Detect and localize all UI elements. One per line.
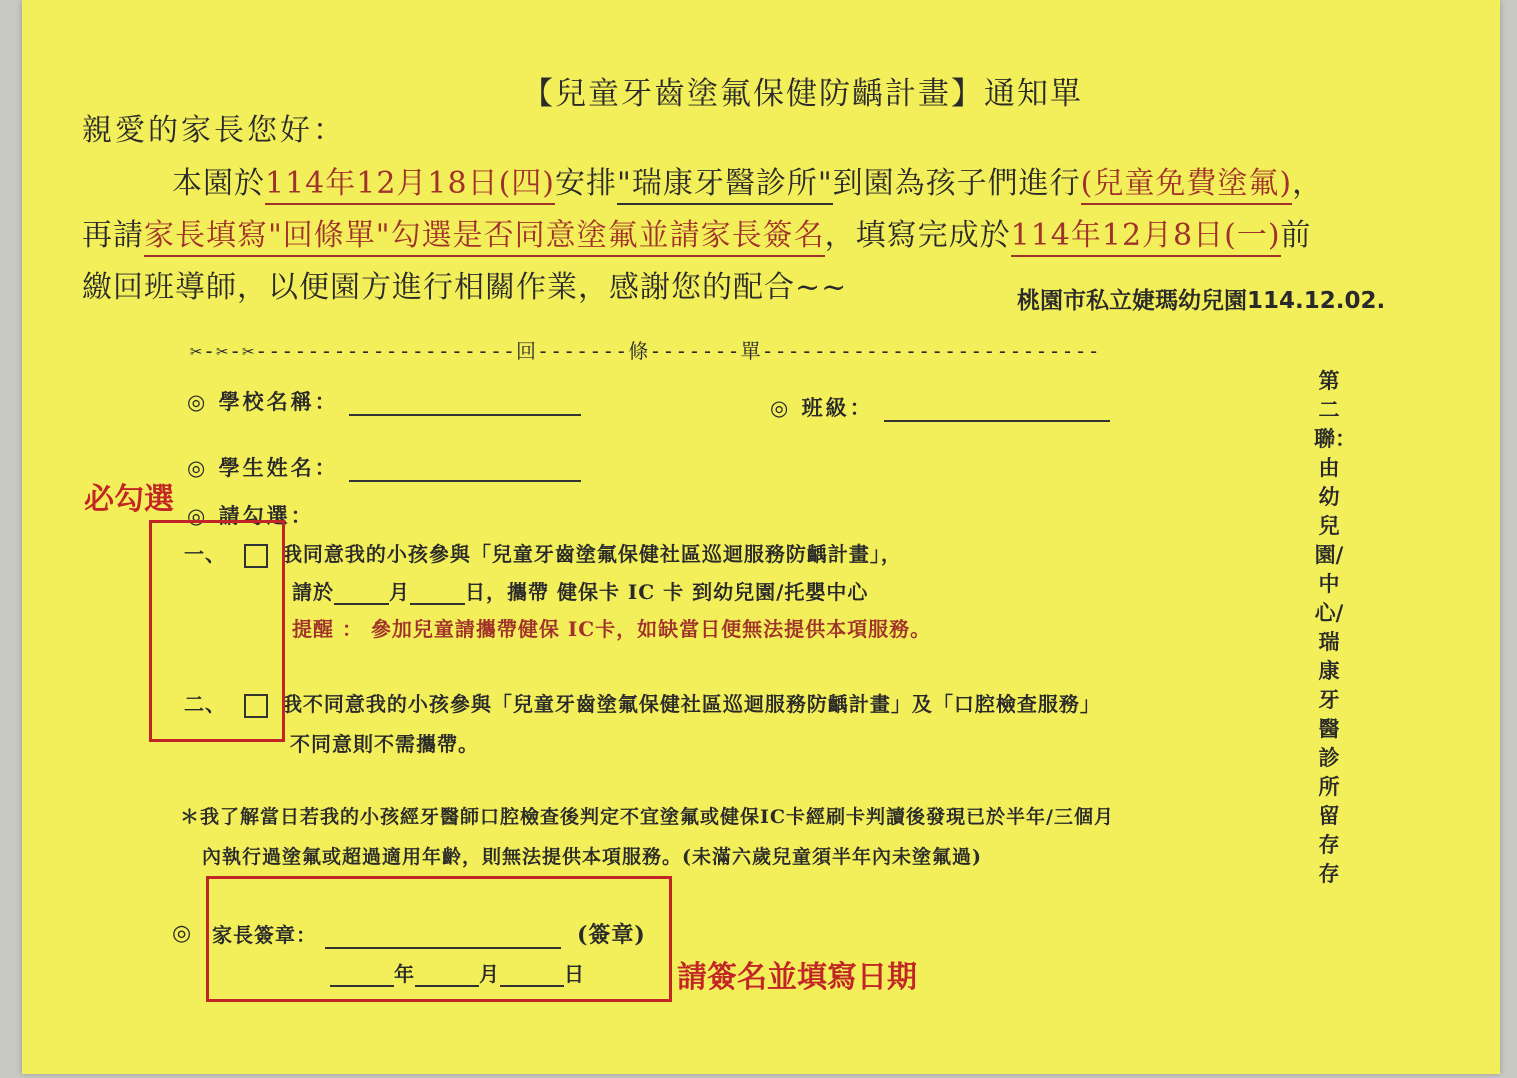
month-blank[interactable] [334,581,389,605]
option-2 [184,688,1101,718]
option-1-date-line [292,576,868,605]
day-label: 日 [564,962,585,986]
notice-line-3: 繳回班導師，以便園方進行相關作業，感謝您的配合~~ [82,270,848,305]
signature-highlight-box [206,876,672,1002]
cut-line: ✂-✂-✂--------------------回-------條-------單-------------------------- [190,339,1101,363]
day-blank[interactable] [410,581,465,605]
text: 前 [1280,218,1312,253]
text: 到園為孩子們進行 [832,166,1081,201]
event-date: 114年12月18日(四) [265,166,555,205]
signature-suffix: (簽章) [576,922,646,948]
must-check-annotation: 必勾選 [84,482,174,517]
due-date: 114年12月8日(一) [1011,218,1281,257]
parent-request: 家長填寫"回條單"勾選是否同意塗氟並請家長簽名 [144,218,825,257]
option-1-reminder: 提醒 ： 參加兒童請攜帶健保 IC卡，如缺當日便無法提供本項服務。 [292,617,932,641]
class-label: ◎ 班級： [770,395,874,420]
option-1-number: 一、 [184,542,226,566]
service-name: (兒童免費塗氟) [1081,166,1292,205]
check-label: ◎ 請勾選： [187,503,315,528]
notice-title: 【兒童牙齒塗氟保健防齲計畫】通知單 [522,76,1083,112]
option-2-note: 不同意則不需攜帶。 [290,732,479,756]
text: 本園於 [172,166,265,201]
month-label: 月 [479,962,500,986]
school-name-blank[interactable] [349,392,581,416]
notice-line-1 [172,158,1323,202]
note-line-2: 內執行過塗氟或超過適用年齡，則無法提供本項服務。(未滿六歲兒童須半年內未塗氟過) [202,846,982,868]
student-name-blank[interactable] [349,458,581,482]
year-label: 年 [394,962,415,986]
school-name-field[interactable] [187,386,581,416]
clinic-name: "瑞康牙醫診所" [617,166,833,205]
option-2-text: 我不同意我的小孩參與「兒童牙齒塗氟保健社區巡迴服務防齲計畫」及「口腔檢查服務」 [281,692,1101,716]
checkbox-highlight-box [149,520,285,742]
text: ，填寫完成於 [824,218,1011,253]
text: 再請 [82,218,144,253]
class-blank[interactable] [884,398,1110,422]
text: 日，攜帶 健保卡 IC 卡 到幼兒園/托嬰中心 [465,580,869,604]
text: 安排 [555,166,618,201]
student-name-label: ◎ 學生姓名： [187,455,339,480]
school-name-label: ◎ 學校名稱： [187,389,339,414]
text: 月 [389,580,410,604]
text: 請於 [292,580,334,604]
notice-paper [22,0,1500,1074]
vertical-copy-note: 第二聯：由幼兒園/中心/瑞康牙醫診所留存存 [1314,368,1356,886]
signature-marker: ◎ [172,920,193,946]
student-name-field[interactable] [187,452,581,482]
option-1-text: 我同意我的小孩參與「兒童牙齒塗氟保健社區巡迴服務防齲計畫」， [281,542,902,566]
option-1 [184,538,902,568]
sign-date-annotation: 請簽名並填寫日期 [677,960,917,995]
signature-label: 家長簽章： [212,923,317,947]
note-line-1: ＊我了解當日若我的小孩經牙醫師口腔檢查後判定不宜塗氟或健保IC卡經刷卡判讀後發現已於半年/三個月 [180,806,1114,828]
school-signature: 桃園市私立婕瑪幼兒園114.12.02. [1017,288,1386,314]
text: ， [1292,166,1324,201]
class-field[interactable] [770,392,1110,422]
notice-line-2 [82,210,1312,254]
option-2-number: 二、 [184,692,226,716]
greeting: 親愛的家長您好： [82,113,346,148]
